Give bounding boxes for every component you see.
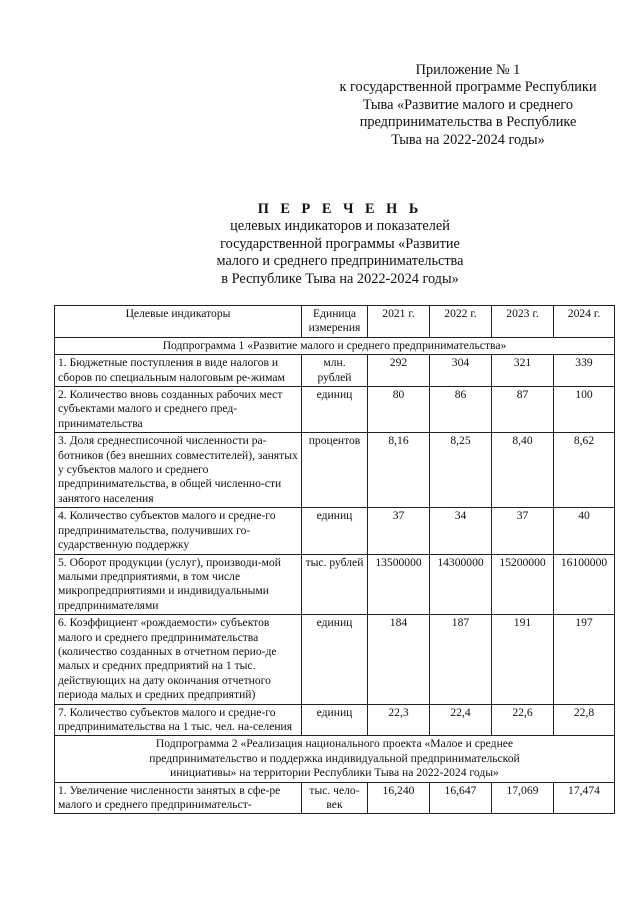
value-2024: 100 (554, 387, 615, 433)
header-2021: 2021 г. (368, 306, 430, 338)
value-2023: 15200000 (492, 554, 554, 615)
value-2023: 321 (492, 355, 554, 387)
value-2022: 187 (430, 615, 492, 704)
table-header-row (55, 306, 615, 338)
value-2024: 22,8 (554, 704, 615, 736)
table-row (55, 508, 615, 554)
header-2024: 2024 г. (554, 306, 615, 338)
heading-line: в Республике Тыва на 2022-2024 годы» (221, 270, 459, 287)
value-2021: 22,3 (368, 704, 430, 736)
table-row (55, 433, 615, 508)
table-row (55, 355, 615, 387)
unit-cell: тыс. рублей (302, 554, 368, 615)
value-2022: 22,4 (430, 704, 492, 736)
value-2023: 191 (492, 615, 554, 704)
value-2024: 339 (554, 355, 615, 387)
appendix-line: Приложение № 1 (415, 62, 521, 78)
appendix-line: к государственной программе Республики (339, 79, 597, 96)
value-2021: 184 (368, 615, 430, 704)
appendix-line: Тыва на 2022-2024 годы» (391, 131, 545, 148)
heading-line: целевых индикаторов и показателей (230, 218, 450, 235)
header-unit: Единица измерения (302, 306, 368, 338)
value-2022: 8,25 (430, 433, 492, 508)
subprogram-row (55, 337, 615, 354)
appendix-line: Тыва «Развитие малого и среднего (362, 96, 574, 113)
value-2021: 37 (368, 508, 430, 554)
document-heading (150, 201, 530, 288)
header-2023: 2023 г. (492, 306, 554, 338)
value-2023: 17,069 (492, 782, 554, 814)
value-2024: 8,62 (554, 433, 615, 508)
value-2024: 17,474 (554, 782, 615, 814)
appendix-note (318, 62, 618, 149)
unit-cell: млн. рублей (302, 355, 368, 387)
unit-cell: тыс. чело-век (302, 782, 368, 814)
heading-line: государственной программы «Развитие (220, 235, 460, 252)
appendix-line: предпринимательства в Республике (359, 114, 577, 131)
table-row (55, 387, 615, 433)
value-2022: 304 (430, 355, 492, 387)
value-2024: 40 (554, 508, 615, 554)
unit-cell: единиц (302, 704, 368, 736)
value-2021: 16,240 (368, 782, 430, 814)
indicator-cell: 6. Коэффициент «рождаемости» субъектов малого и среднего предпринимательства (количество созданных в отчетном перио-де малых и средних предприятий на 1 тыс. действующих на дату окончания отчетного периода малых и средних предприятий) (55, 615, 302, 704)
subprogram-row (55, 736, 615, 782)
unit-cell: единиц (302, 508, 368, 554)
value-2024: 197 (554, 615, 615, 704)
unit-cell: единиц (302, 387, 368, 433)
unit-cell: единиц (302, 615, 368, 704)
header-2022: 2022 г. (430, 306, 492, 338)
table-row (55, 704, 615, 736)
value-2022: 86 (430, 387, 492, 433)
header-indicator: Целевые индикаторы (55, 306, 302, 338)
subprogram-1-title: Подпрограмма 1 «Развитие малого и среднего предпринимательства» (55, 337, 615, 354)
indicator-cell: 4. Количество субъектов малого и средне-го предпринимательства, получивших го-сударственную поддержку (55, 508, 302, 554)
indicator-cell: 5. Оборот продукции (услуг), производи-мой малыми предприятиями, в том числе микропредприятиями и индивидуальными предпринимателями (55, 554, 302, 615)
value-2022: 14300000 (430, 554, 492, 615)
value-2023: 8,40 (492, 433, 554, 508)
indicators-table (54, 305, 615, 814)
indicator-cell: 1. Бюджетные поступления в виде налогов и сборов по специальным налоговым ре-жимам (55, 355, 302, 387)
indicator-cell: 7. Количество субъектов малого и средне-го предпринимательства на 1 тыс. чел. на-селения (55, 704, 302, 736)
value-2023: 22,6 (492, 704, 554, 736)
table-row (55, 782, 615, 814)
heading-line: малого и среднего предпринимательства (216, 253, 464, 270)
table-row (55, 554, 615, 615)
value-2021: 13500000 (368, 554, 430, 615)
value-2023: 87 (492, 387, 554, 433)
unit-cell: процентов (302, 433, 368, 508)
value-2022: 34 (430, 508, 492, 554)
value-2021: 292 (368, 355, 430, 387)
value-2021: 80 (368, 387, 430, 433)
value-2022: 16,647 (430, 782, 492, 814)
value-2023: 37 (492, 508, 554, 554)
value-2021: 8,16 (368, 433, 430, 508)
indicator-cell: 1. Увеличение численности занятых в сфе-ре малого и среднего предпринимательст- (55, 782, 302, 814)
indicator-cell: 2. Количество вновь созданных рабочих мест субъектами малого и среднего пред-принимательства (55, 387, 302, 433)
indicator-cell: 3. Доля среднесписочной численности ра-ботников (без внешних совместителей), занятых у субъектов малого и среднего предпринимательства, в общей численно-сти занятого населения (55, 433, 302, 508)
subprogram-2-title: Подпрограмма 2 «Реализация национального проекта «Малое и среднее предпринимательство и поддержка индивидуальной предпринимательской инициативы» на территории Республики Тыва на 2022-2024 годы» (55, 736, 615, 782)
value-2024: 16100000 (554, 554, 615, 615)
table-row (55, 615, 615, 704)
document-title: П Е Р Е Ч Е Н Ь (257, 201, 423, 217)
